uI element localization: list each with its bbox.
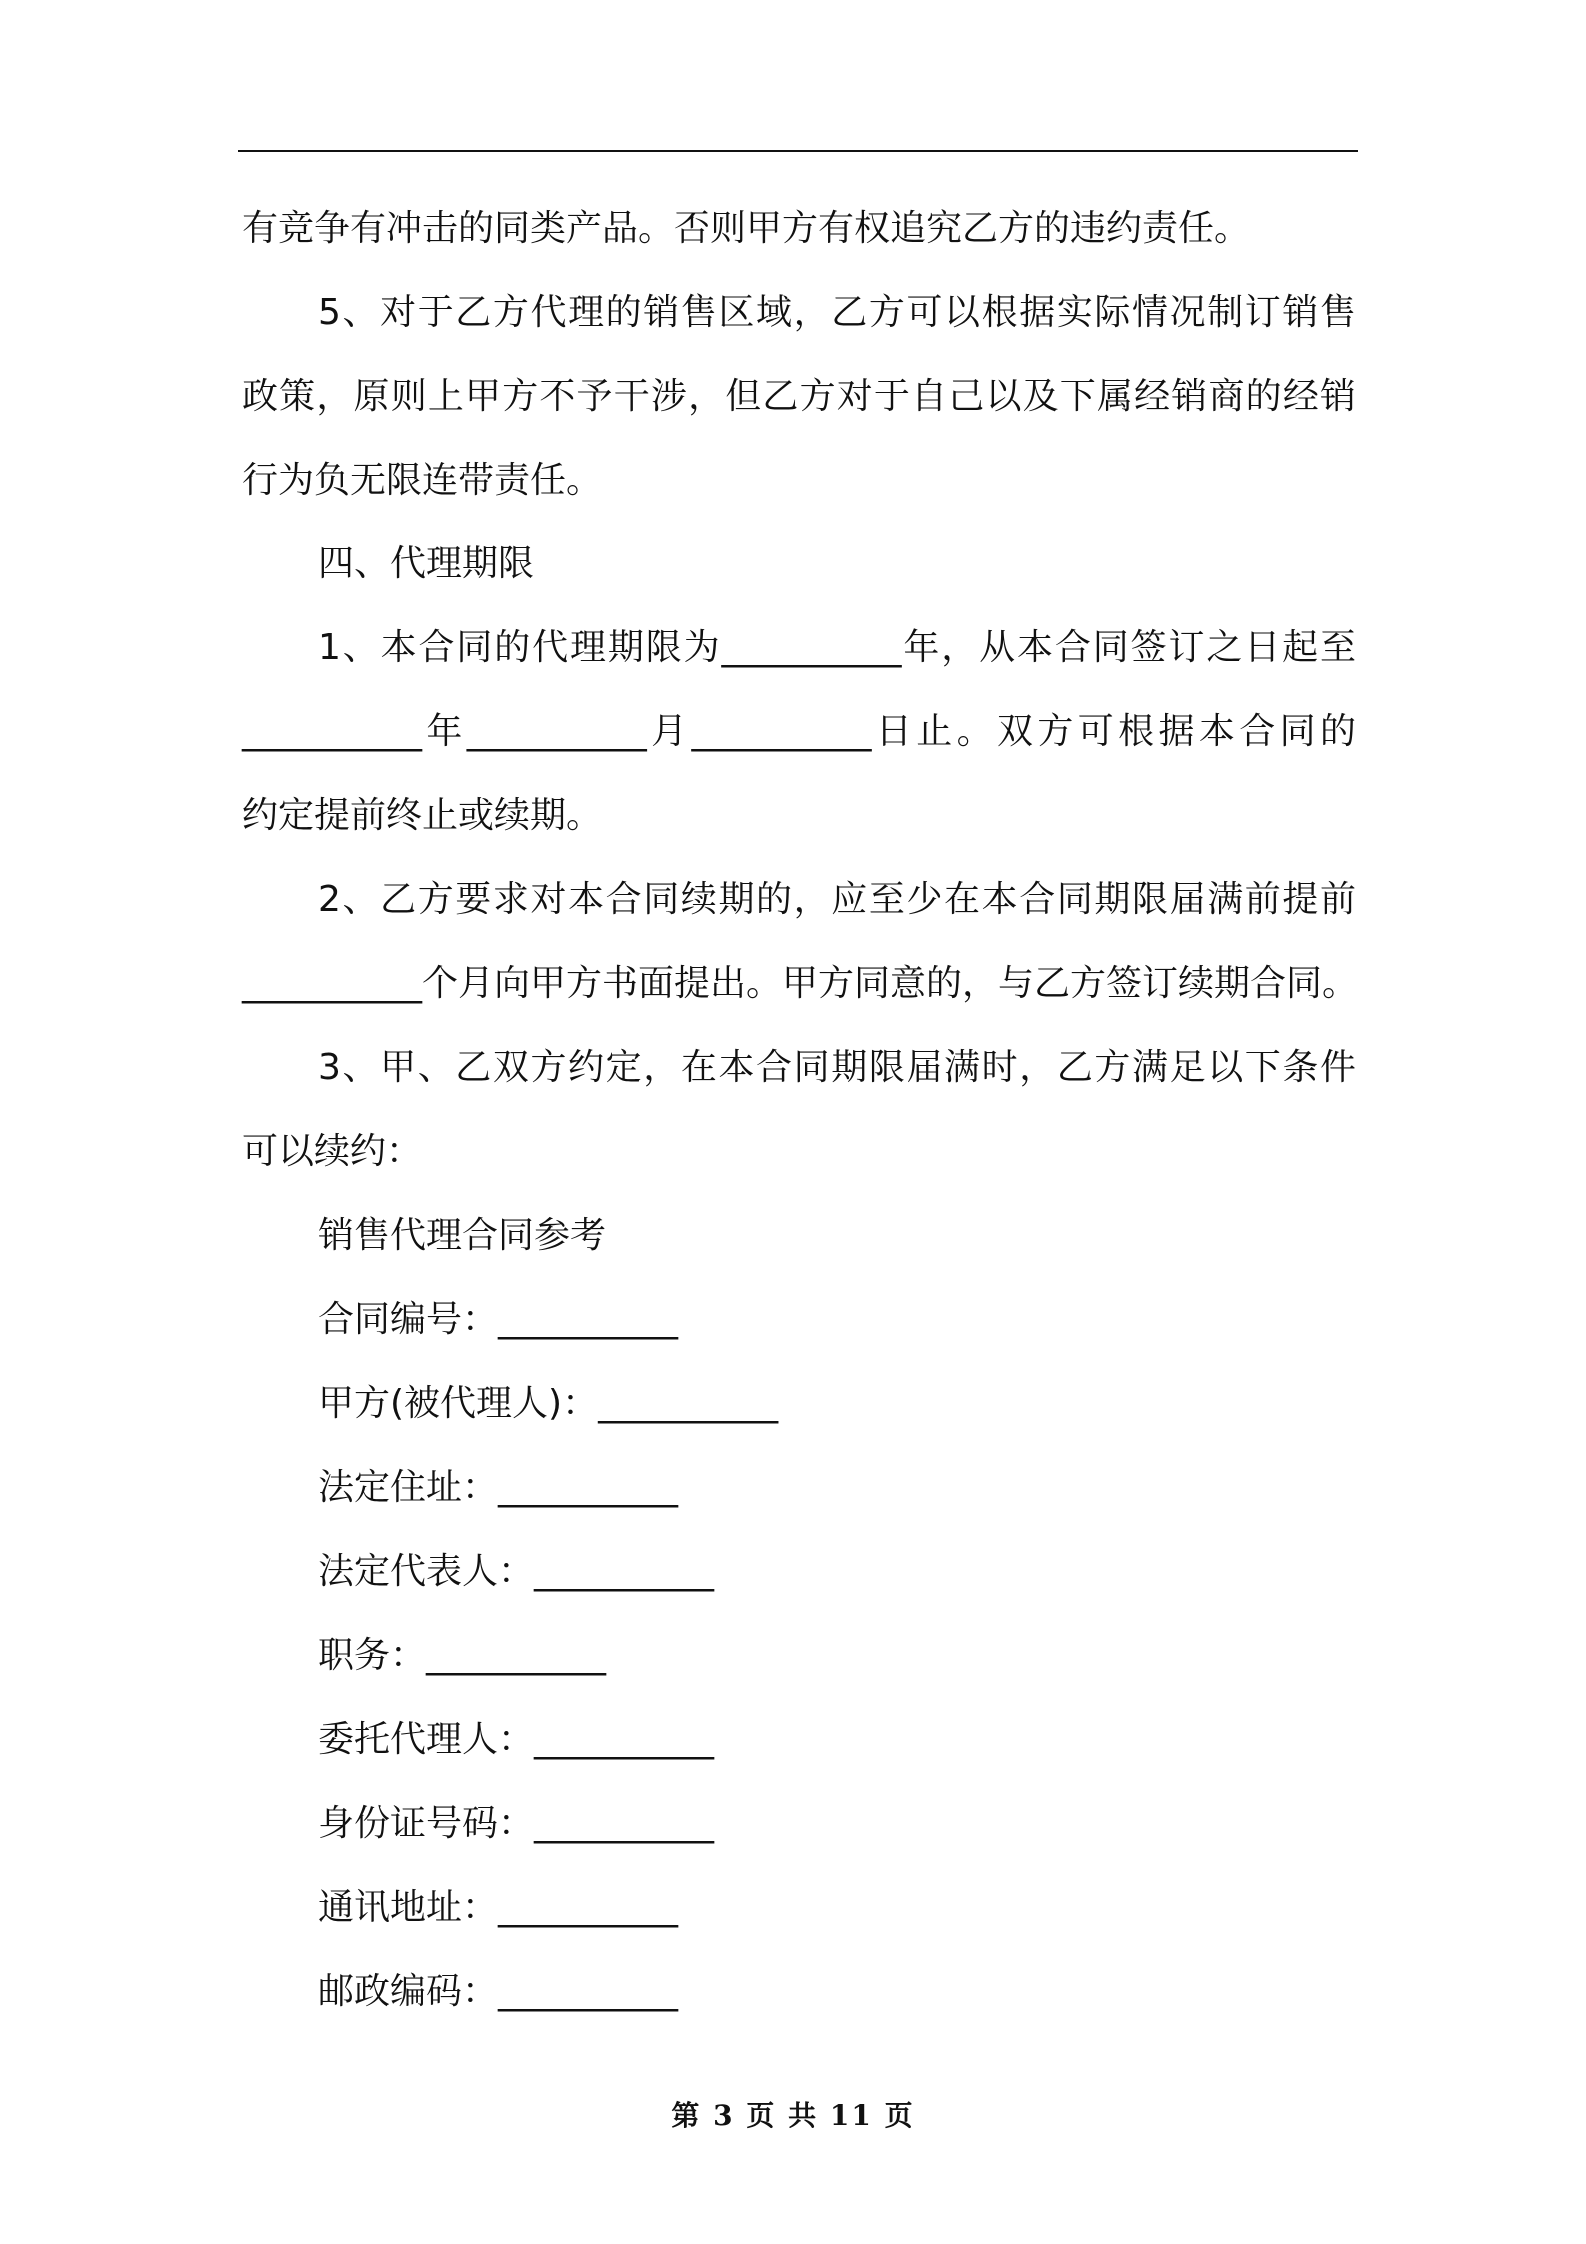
paragraph-line-7: __________年__________月__________日止。双方可根据本合同的: [242, 711, 1356, 752]
field-id-number: 身份证号码：__________: [318, 1803, 715, 1844]
header-rule: [238, 150, 1358, 152]
page-number-footer: 第 3 页 共 11 页: [671, 2099, 915, 2132]
field-mailing-address: 通讯地址：__________: [318, 1887, 679, 1928]
section-heading: 四、代理期限: [318, 543, 535, 584]
paragraph-line-6: 1、本合同的代理期限为__________年，从本合同签订之日起至: [318, 627, 1356, 668]
field-entrusted-agent: 委托代理人：__________: [318, 1719, 715, 1760]
field-legal-address: 法定住址：__________: [318, 1467, 679, 1508]
paragraph-line-3: 政策，原则上甲方不予干涉，但乙方对于自己以及下属经销商的经销: [242, 376, 1356, 417]
field-legal-representative: 法定代表人：__________: [318, 1551, 715, 1592]
field-postal-code: 邮政编码：__________: [318, 1971, 679, 2012]
paragraph-line-2: 5、对于乙方代理的销售区域，乙方可以根据实际情况制订销售: [318, 292, 1356, 333]
field-party-a: 甲方(被代理人)：__________: [318, 1383, 779, 1424]
paragraph-line-11: 3、甲、乙双方约定，在本合同期限届满时，乙方满足以下条件: [318, 1047, 1356, 1088]
paragraph-line-12: 可以续约：: [242, 1131, 423, 1172]
paragraph-line-9: 2、乙方要求对本合同续期的，应至少在本合同期限届满前提前: [318, 879, 1356, 920]
paragraph-line-4: 行为负无限连带责任。: [242, 460, 603, 501]
paragraph-line-1: 有竞争有冲击的同类产品。否则甲方有权追究乙方的违约责任。: [242, 208, 1251, 249]
field-contract-number: 合同编号：__________: [318, 1299, 679, 1340]
reference-title: 销售代理合同参考: [318, 1215, 607, 1256]
paragraph-line-10: __________个月向甲方书面提出。甲方同意的，与乙方签订续期合同。: [242, 963, 1359, 1004]
field-position: 职务：__________: [318, 1635, 607, 1676]
paragraph-line-8: 约定提前终止或续期。: [242, 795, 603, 836]
